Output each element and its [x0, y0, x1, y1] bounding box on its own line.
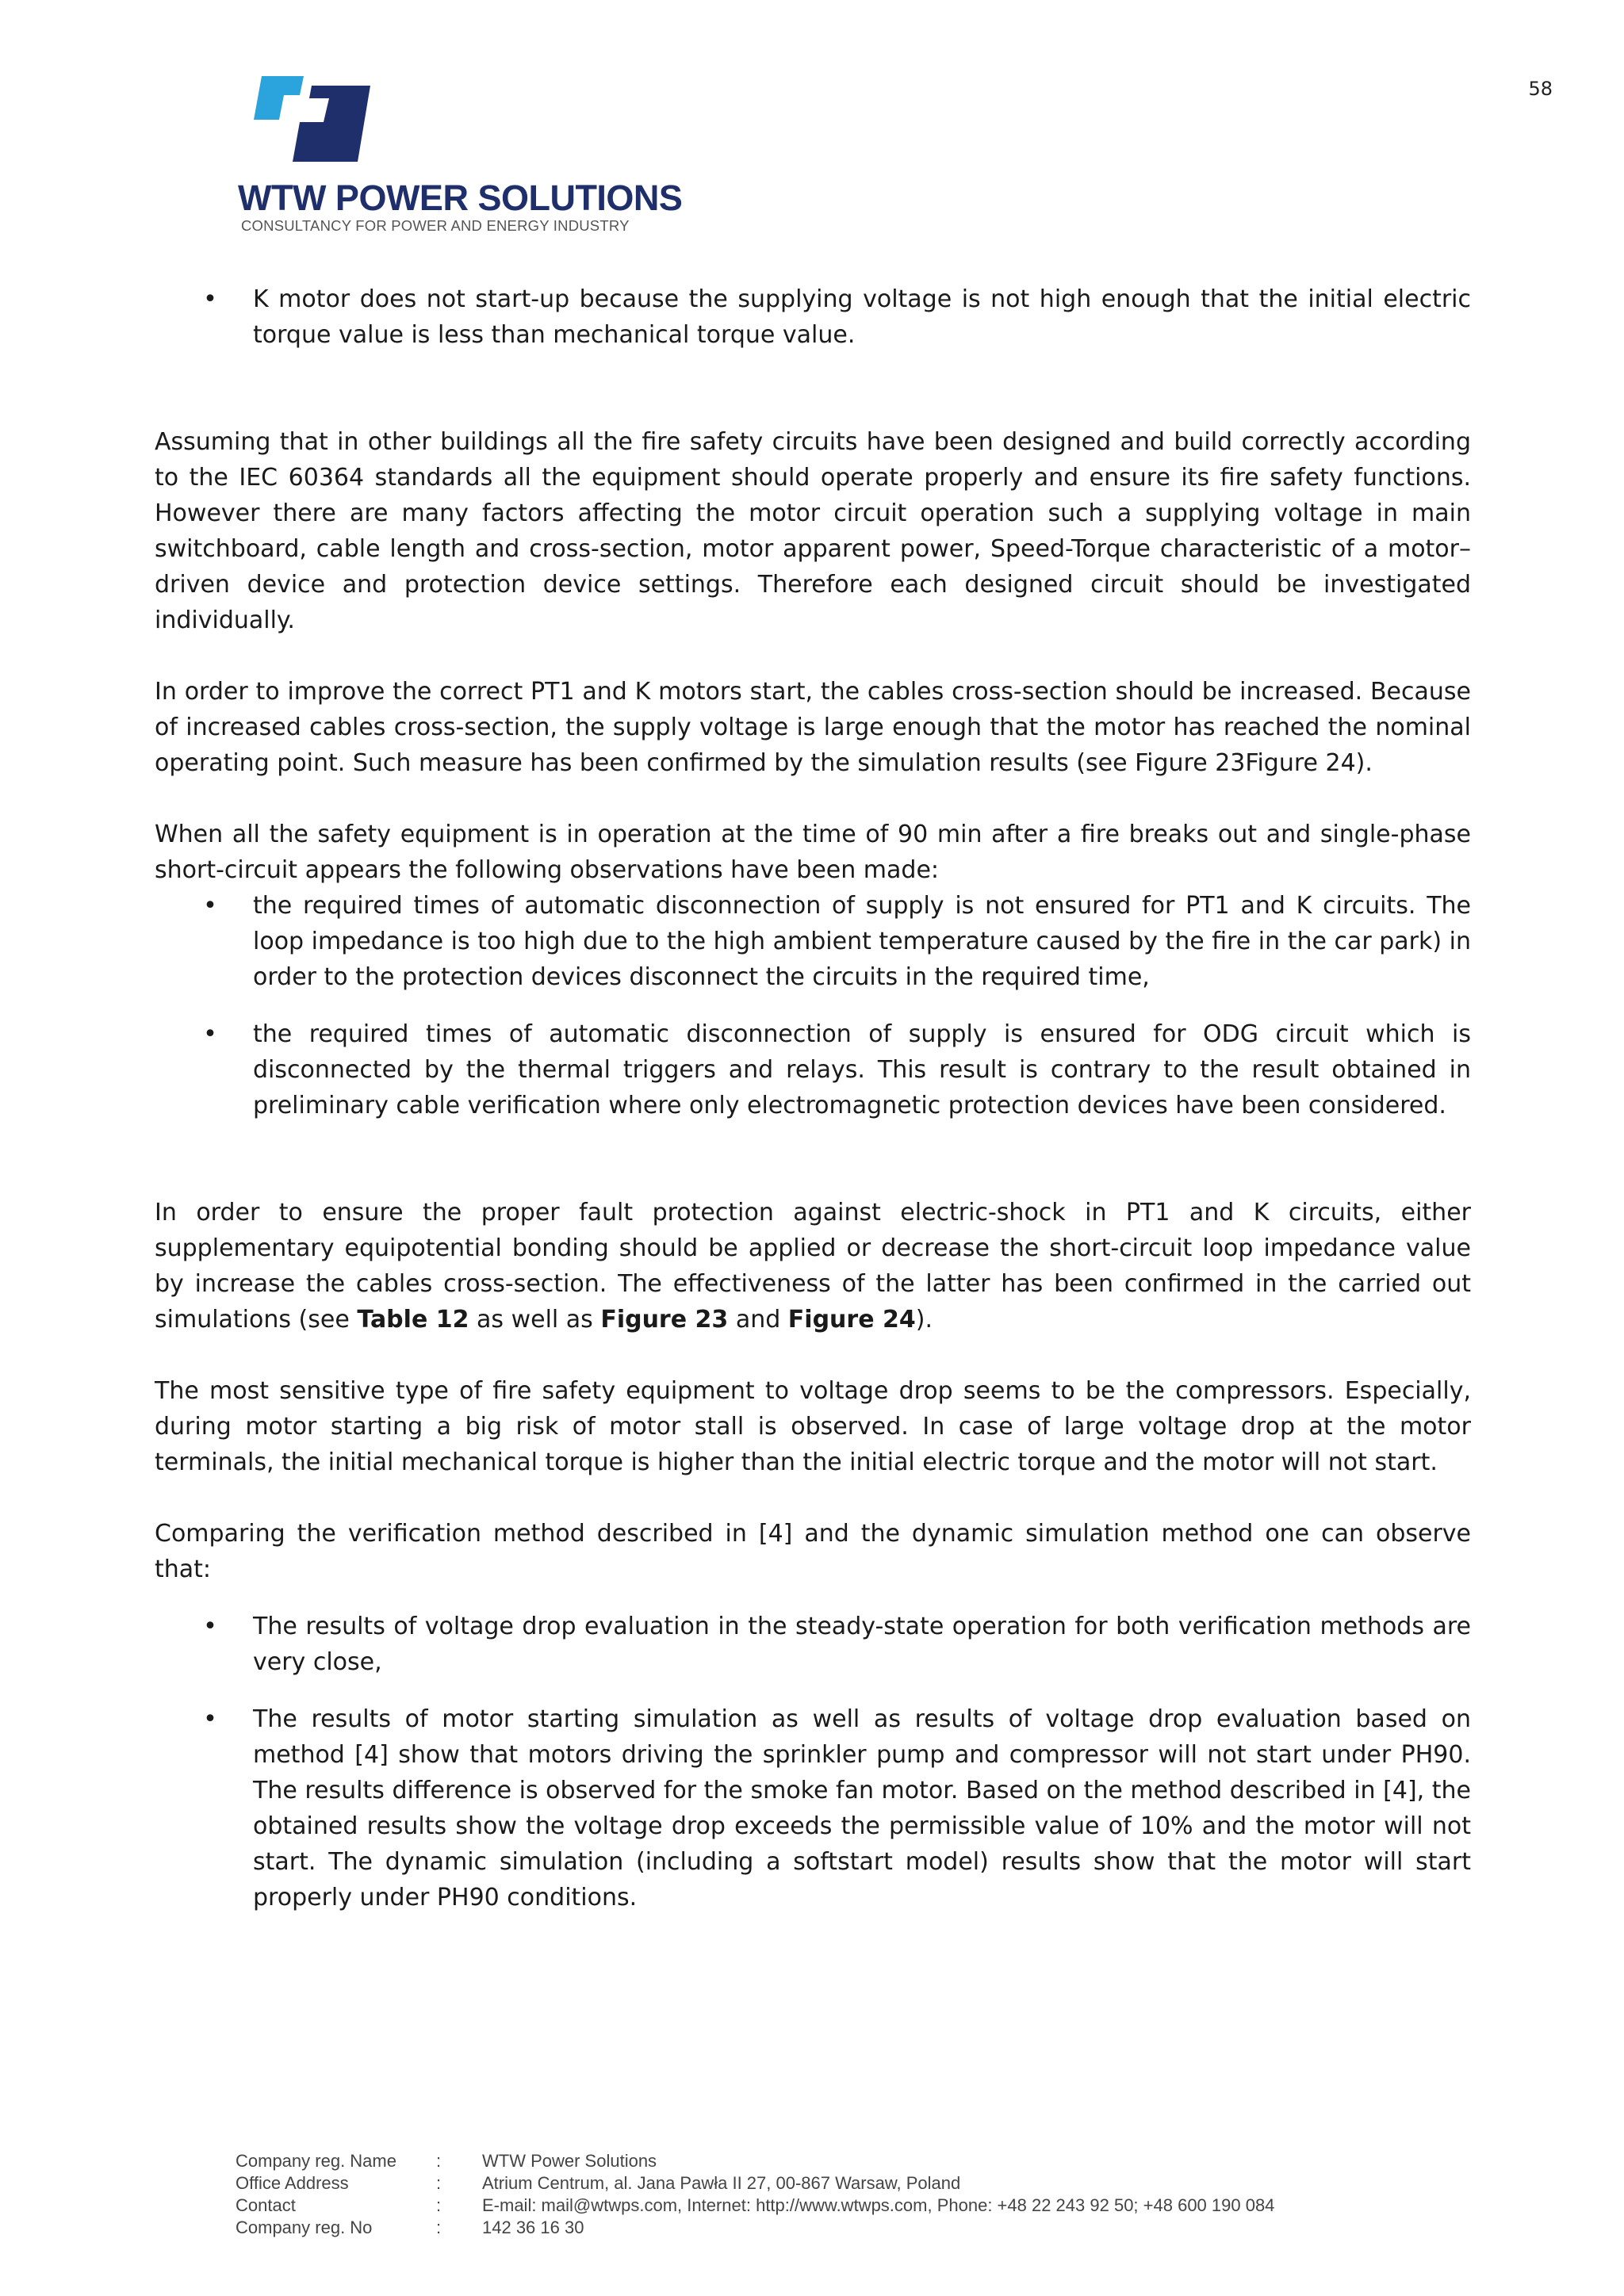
company-footer [236, 2150, 1274, 2239]
paragraph-text: as well as [469, 1306, 601, 1334]
footer-label: Company reg. Name [236, 2151, 396, 2171]
bullet-icon: • [203, 1613, 217, 1640]
paragraph: When all the safety equipment is in operation at the time of 90 min after a fire breaks out and single-phase short-circuit appears the following observations have been made: [155, 821, 1471, 884]
footer-separator: : [436, 2151, 442, 2171]
footer-row [236, 2217, 1274, 2239]
paragraph [155, 1195, 1471, 1337]
document-body [155, 281, 1471, 1915]
list-item [155, 1701, 1471, 1915]
list-item [155, 1016, 1471, 1123]
bullet-icon: • [203, 285, 217, 313]
logo-mark-icon [254, 76, 373, 163]
bullet-icon: • [203, 1020, 217, 1048]
company-logo [238, 76, 682, 235]
footer-value: Atrium Centrum, al. Jana Pawła II 27, 00-867 Warsaw, Poland [482, 2173, 961, 2193]
paragraph: In order to improve the correct PT1 and K motors start, the cables cross-section should be increased. Because of increased cables cross-section, the supply voltage is large enough that the motor has reached the nominal operating point. Such measure has been confirmed by the simulation results (see Figure 23Figure 24). [155, 678, 1471, 777]
footer-label: Office Address [236, 2173, 349, 2193]
list-item [155, 888, 1471, 995]
paragraph-text: and [728, 1306, 788, 1334]
paragraph-text: ). [915, 1306, 933, 1334]
bullet-icon: • [203, 892, 217, 920]
list-item [155, 281, 1471, 353]
footer-separator: : [436, 2218, 442, 2237]
footer-separator: : [436, 2173, 442, 2193]
footer-value: E-mail: mail@wtwps.com, Internet: http://www.wtwps.com, Phone: +48 22 243 92 50; +48 600 190 084 [482, 2195, 1275, 2215]
list-item-text: K motor does not start-up because the supplying voltage is not high enough that the initial electric torque value is less than mechanical torque value. [253, 285, 1471, 349]
list-item-text: the required times of automatic disconnection of supply is ensured for ODG circuit which is disconnected by the thermal triggers and relays. This result is contrary to the result obtained in preliminary cable verification where only electromagnetic protection devices have been considered. [253, 1020, 1471, 1119]
footer-separator: : [436, 2195, 442, 2215]
list-item-text: the required times of automatic disconnection of supply is not ensured for PT1 and K circuits. The loop impedance is too high due to the high ambient temperature caused by the fire in the car park) in order to the protection devices disconnect the circuits in the required time, [253, 892, 1471, 991]
footer-row [236, 2195, 1274, 2217]
footer-row [236, 2150, 1274, 2172]
intro-bullet-list [155, 281, 1471, 353]
logo-tagline: CONSULTANCY FOR POWER AND ENERGY INDUSTRY [241, 217, 630, 234]
observations-bullet-list [155, 888, 1471, 1123]
paragraph: Assuming that in other buildings all the fire safety circuits have been designed and build correctly according to the IEC 60364 standards all the equipment should operate properly and ensure its fire safety functions. However there are many factors affecting the motor circuit operation such a supplying voltage in main switchboard, cable length and cross-section, motor apparent power, Speed-Torque characteristic of a motor–driven device and protection device settings. Therefore each designed circuit should be investigated individually. [155, 428, 1471, 634]
comparison-bullet-list [155, 1609, 1471, 1915]
footer-value: 142 36 16 30 [482, 2218, 584, 2237]
paragraph: The most sensitive type of fire safety equipment to voltage drop seems to be the compressors. Especially, during motor starting a big risk of motor stall is observed. In case of large voltage drop at the motor terminals, the initial mechanical torque is higher than the initial electric torque and the motor will not start. [155, 1377, 1471, 1476]
table-reference: Table 12 [357, 1306, 469, 1334]
page-number: 58 [1528, 78, 1553, 100]
logo-company-name: WTW POWER SOLUTIONS [238, 178, 683, 218]
footer-row [236, 2172, 1274, 2195]
figure-reference: Figure 24 [787, 1306, 916, 1334]
list-item-text: The results of voltage drop evaluation in the steady-state operation for both verification methods are very close, [253, 1613, 1471, 1676]
footer-label: Contact [236, 2195, 296, 2215]
footer-label: Company reg. No [236, 2218, 373, 2237]
list-item [155, 1609, 1471, 1680]
footer-value: WTW Power Solutions [482, 2151, 657, 2171]
paragraph-text: In order to ensure the proper fault protection against electric-shock in PT1 and K circuits, either supplementary equipotential bonding should be applied or decrease the short-circuit loop impedance value by increase the cables cross-section. The effectiveness of the latter has been confirmed in the carried out simulations (see [155, 1199, 1471, 1334]
list-item-text: The results of motor starting simulation as well as results of voltage drop evaluation based on method [4] show that motors driving the sprinkler pump and compressor will not start under PH90. The results difference is observed for the smoke fan motor. Based on the method described in [4], the obtained results show the voltage drop exceeds the permissible value of 10% and the motor will not start. The dynamic simulation (including a softstart model) results show that the motor will start properly under PH90 conditions. [253, 1705, 1471, 1911]
bullet-icon: • [203, 1705, 217, 1733]
paragraph: Comparing the verification method described in [4] and the dynamic simulation method one can observe that: [155, 1520, 1471, 1583]
figure-reference: Figure 23 [600, 1306, 729, 1334]
